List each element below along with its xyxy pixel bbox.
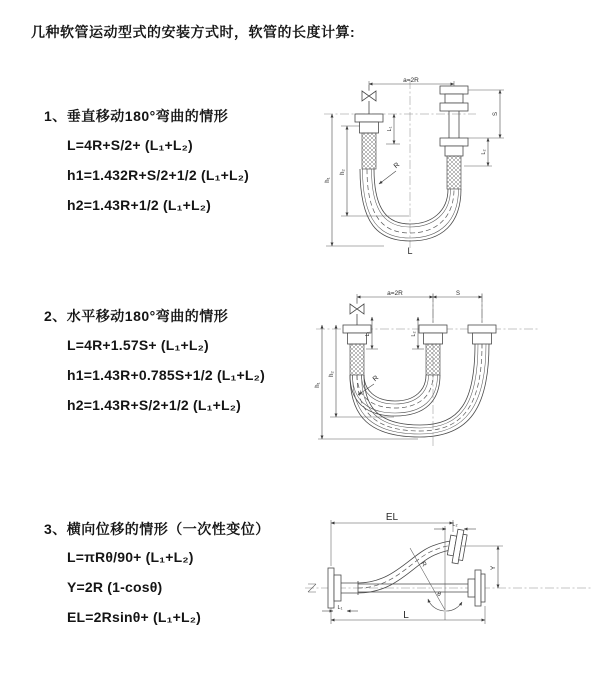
section-2-formula-L: L=4R+1.57S+ (L₁+L₂) (67, 337, 209, 353)
middle-pipe-fitting (419, 325, 447, 375)
length-label: L (407, 246, 413, 256)
braided-hose-section (426, 344, 440, 375)
section-1-formula-h1: h1=1.432R+S/2+1/2 (L₁+L₂) (67, 167, 249, 183)
hose-u-bend-original (350, 375, 440, 416)
section-1-formula-L: L=4R+S/2+ (L₁+L₂) (67, 137, 193, 153)
h2-label: h₂ (329, 371, 335, 377)
section-2-formula-h1: h1=1.43R+0.785S+1/2 (L₁+L₂) (67, 367, 265, 383)
s-label: S (455, 291, 461, 297)
right-pipe-fitting (468, 570, 485, 606)
braided-hose-section (362, 133, 376, 169)
dimension-el (331, 512, 453, 569)
s-label: S (493, 111, 499, 117)
hose-centerline (357, 344, 482, 431)
l1-label: L₁ (337, 605, 343, 611)
y-label: Y (490, 565, 497, 571)
length-label: L (403, 610, 409, 621)
section-1-heading: 1、垂直移动180°弯曲的情形 (44, 108, 229, 124)
diagram-lateral-displacement (300, 508, 600, 643)
l2-label: L₂ (452, 522, 458, 528)
dimension-l1 (386, 114, 400, 144)
section-1-formula-h2: h2=1.43R+1/2 (L₁+L₂) (67, 197, 212, 213)
dimension-l (331, 606, 485, 624)
span-label: a=2R (387, 290, 403, 297)
span-label: a=2R (403, 77, 419, 84)
radius-leader (410, 548, 445, 610)
radius-label: R (371, 374, 381, 384)
l2-label: L₂ (481, 149, 487, 155)
h2-label: h₂ (340, 169, 346, 175)
section-3-heading: 3、横向位移的情形（一次性变位） (44, 521, 270, 537)
hose-u-bend (360, 169, 461, 241)
hose-centerline (357, 375, 433, 408)
section-2-heading: 2、水平移动180°弯曲的情形 (44, 308, 229, 324)
hose-u-bend-displaced (350, 344, 489, 437)
section-3-formula-L: L=πRθ/90+ (L₁+L₂) (67, 549, 194, 565)
diagram-vertical-180-bend (312, 74, 522, 258)
right-pipe-fitting (440, 86, 468, 189)
hose-centerline (367, 169, 454, 233)
diagram-horizontal-180-bend (310, 287, 545, 452)
el-label: EL (385, 512, 399, 523)
l2-label: L₂ (411, 331, 417, 337)
radius-leader (379, 162, 401, 184)
l1-label: L₁ (387, 126, 393, 132)
radius-label: R (392, 161, 402, 171)
section-3-formula-EL: EL=2Rsinθ+ (L₁+L₂) (67, 609, 202, 625)
section-2-formula-h2: h2=1.43R+S/2+1/2 (L₁+L₂) (67, 397, 242, 413)
h1-label: h₁ (315, 382, 321, 388)
h1-label: h₁ (325, 177, 331, 183)
left-pipe-fitting (355, 114, 383, 169)
braided-hose-section (447, 156, 461, 189)
section-3-formula-Y: Y=2R (1-cosθ) (67, 579, 163, 595)
dimension-span-a2r (357, 290, 433, 323)
page-title: 几种软管运动型式的安装方式时，软管的长度计算: (31, 24, 356, 40)
hose-displaced-position (358, 541, 452, 593)
dimension-l1 (365, 317, 378, 349)
l1-label: L₁ (365, 331, 371, 337)
radius-label: R (419, 560, 428, 569)
theta-label: θ (437, 591, 441, 598)
dimension-l1 (322, 605, 358, 611)
right-pipe-fitting (468, 325, 496, 344)
upper-pipe-fitting (446, 528, 468, 564)
braided-hose-section (350, 344, 364, 375)
dimension-s (433, 291, 482, 323)
